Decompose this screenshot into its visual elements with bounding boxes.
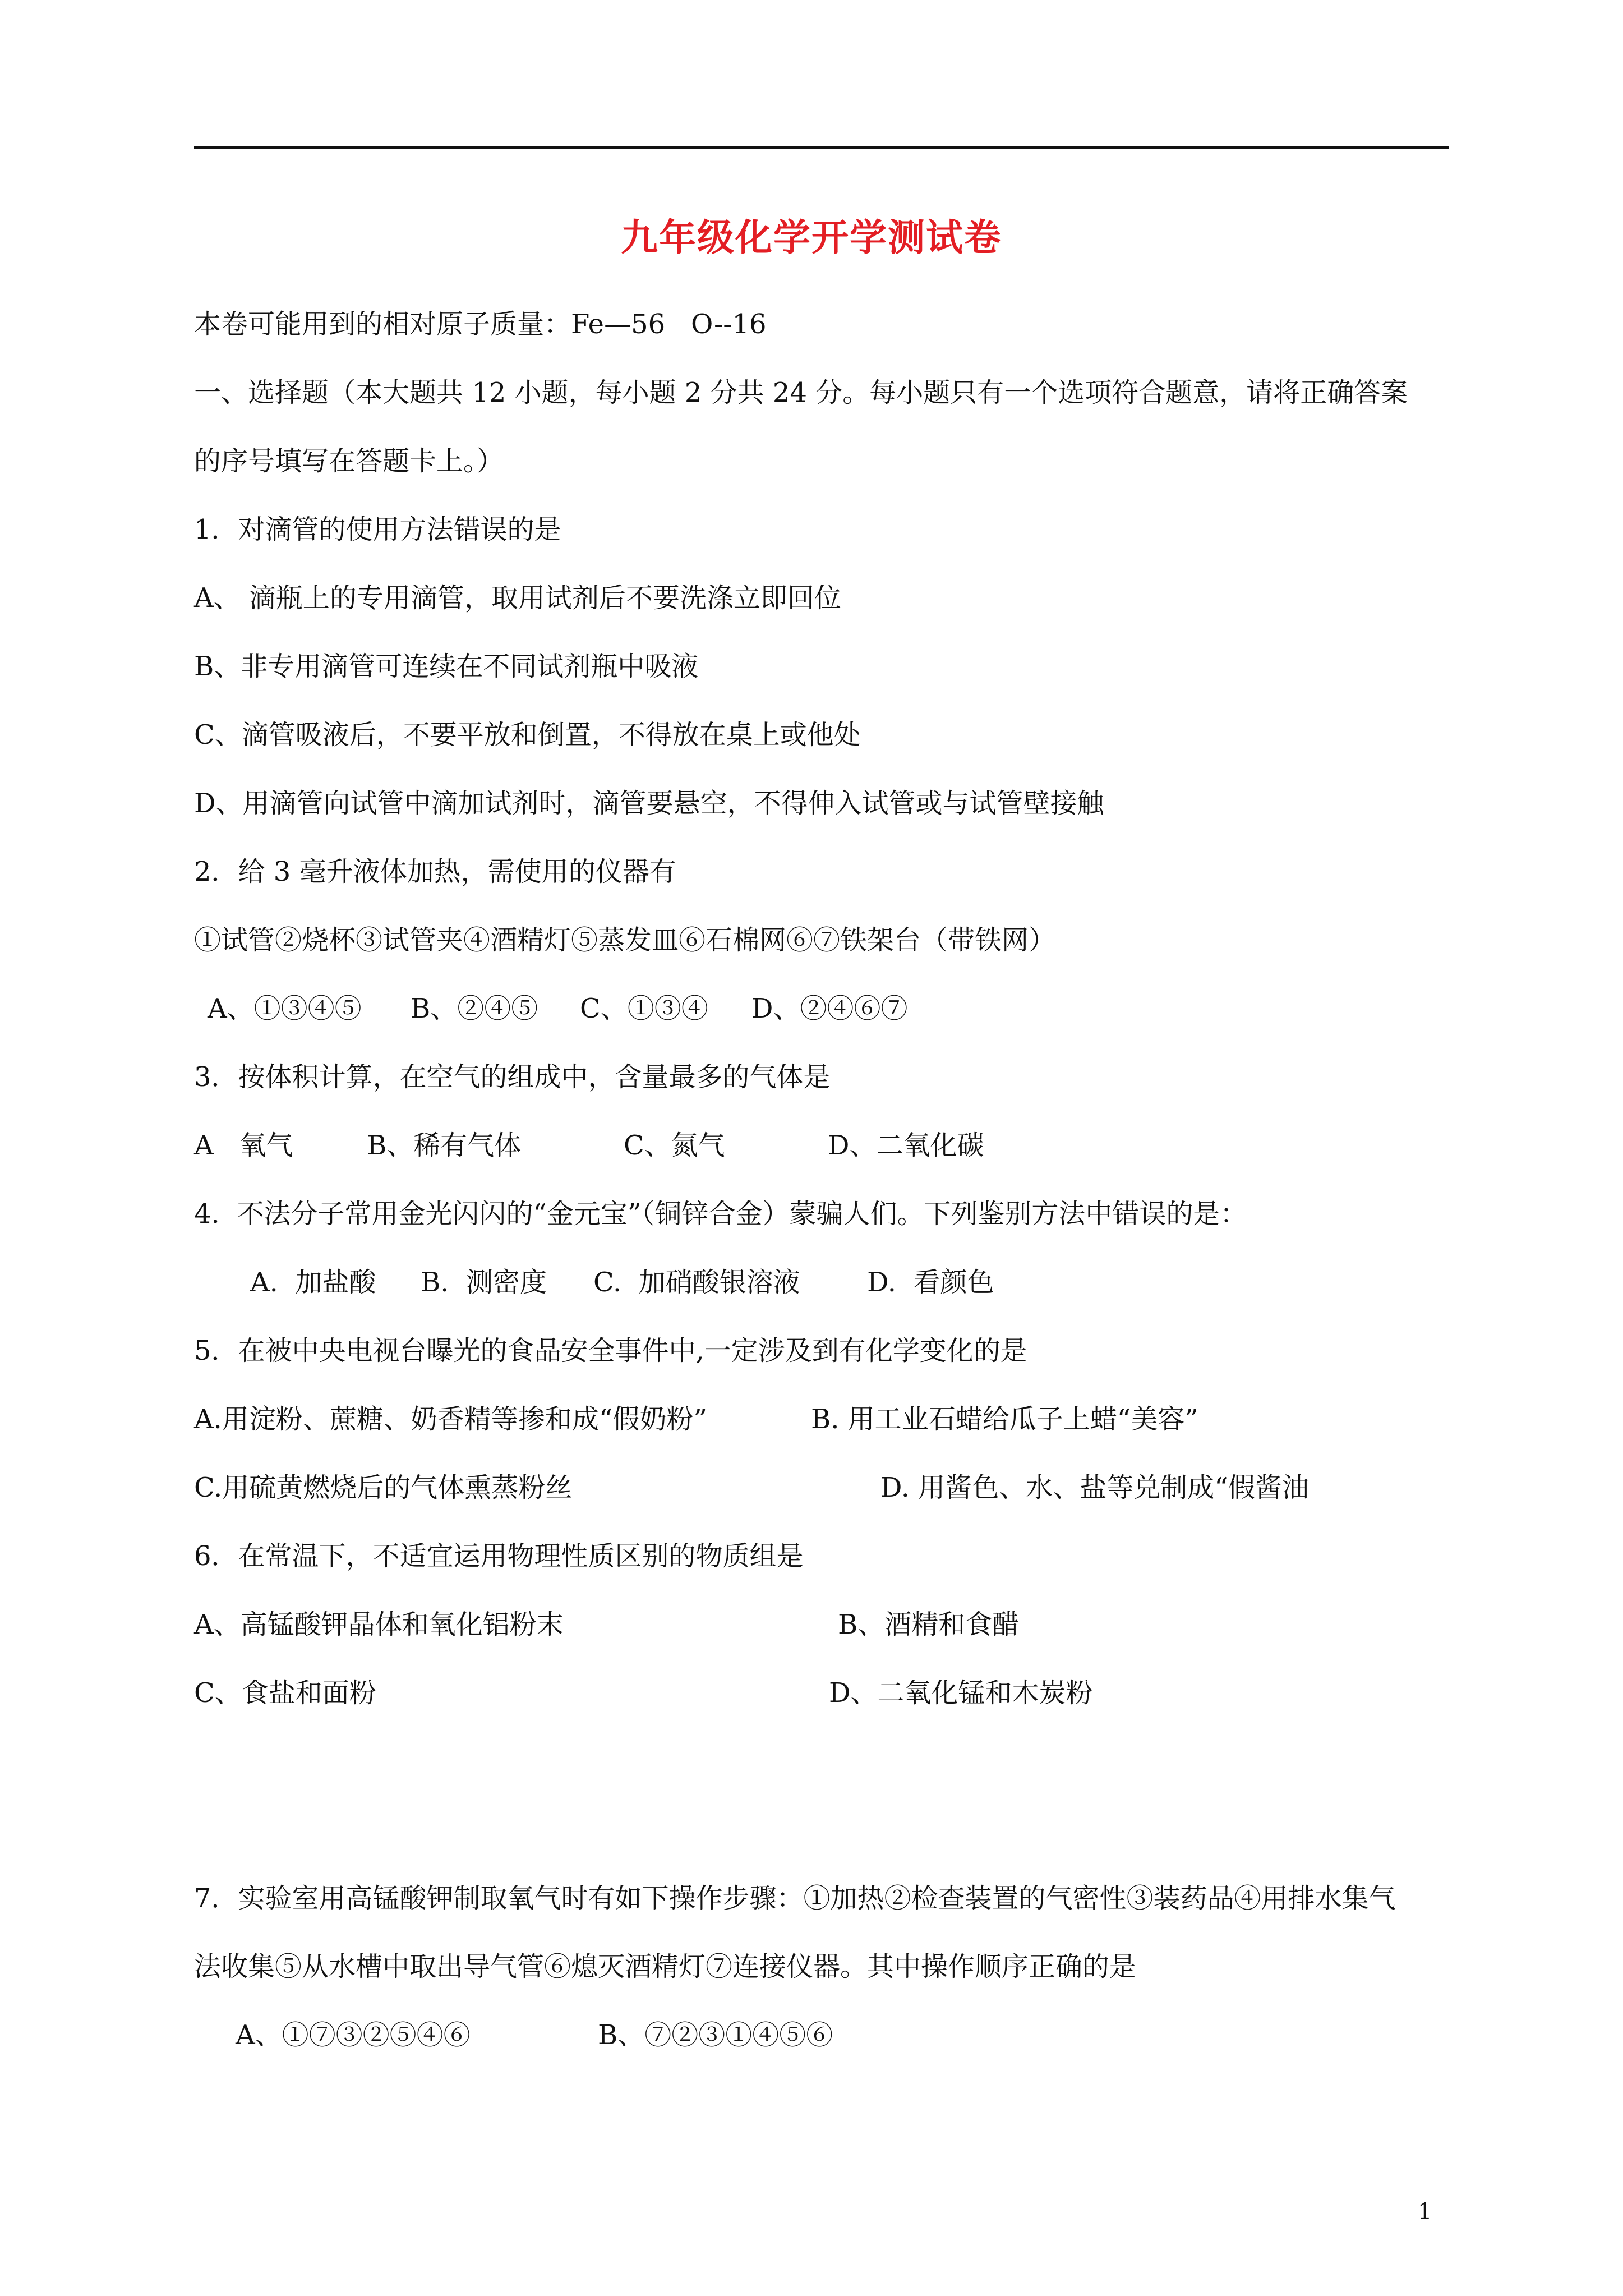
question-6-option-a: A、高锰酸钾晶体和氧化铝粉末 bbox=[194, 1609, 564, 1640]
question-3-option-d: D、二氧化碳 bbox=[828, 1130, 984, 1161]
question-1: 1．对滴管的使用方法错误的是 bbox=[194, 514, 561, 545]
question-2-items: ①试管②烧杯③试管夹④酒精灯⑤蒸发皿⑥石棉网⑥⑦铁架台（带铁网） bbox=[194, 924, 1056, 956]
question-6-option-d: D、二氧化锰和木炭粉 bbox=[829, 1677, 1093, 1709]
question-4: 4. 不法分子常用金光闪闪的“金元宝”（铜锌合金）蒙骗人们。下列鉴别方法中错误的是： bbox=[194, 1198, 1247, 1230]
question-1-option-b: B、非专用滴管可连续在不同试剂瓶中吸液 bbox=[194, 651, 699, 682]
question-7-line-2: 法收集⑤从水槽中取出导气管⑥熄灭酒精灯⑦连接仪器。其中操作顺序正确的是 bbox=[194, 1951, 1137, 1982]
question-1-option-d: D、用滴管向试管中滴加试剂时，滴管要悬空，不得伸入试管或与试管壁接触 bbox=[194, 788, 1104, 819]
question-7-option-a: A、①⑦③②⑤④⑥ bbox=[236, 2019, 471, 2051]
question-6-option-b: B、酒精和食醋 bbox=[838, 1609, 1020, 1640]
question-4-option-b: B. 测密度 bbox=[421, 1267, 547, 1298]
question-5-option-d: D. 用酱色、水、盐等兑制成“假酱油 bbox=[880, 1472, 1309, 1503]
question-2: 2．给 3 毫升液体加热，需使用的仪器有 bbox=[194, 856, 676, 887]
question-4-option-c: C. 加硝酸银溶液 bbox=[593, 1267, 800, 1298]
question-7-line-1: 7．实验室用高锰酸钾制取氧气时有如下操作步骤：①加热②检查装置的气密性③装药品④用排水集气 bbox=[194, 1883, 1396, 1914]
question-7-option-b: B、⑦②③①④⑤⑥ bbox=[598, 2019, 833, 2051]
question-3-option-c: C、氮气 bbox=[624, 1130, 725, 1161]
question-4-option-a: A. 加盐酸 bbox=[250, 1267, 376, 1298]
question-5-option-c: C.用硫黄燃烧后的气体熏蒸粉丝 bbox=[194, 1472, 573, 1503]
question-4-option-d: D. 看颜色 bbox=[867, 1267, 994, 1298]
question-5-option-a: A.用淀粉、蔗糖、奶香精等掺和成“假奶粉” bbox=[194, 1404, 708, 1435]
question-5: 5．在被中央电视台曝光的食品安全事件中,一定涉及到有化学变化的是 bbox=[194, 1335, 1027, 1366]
question-2-option-d: D、②④⑥⑦ bbox=[751, 993, 908, 1024]
question-2-option-a: A、①③④⑤ bbox=[208, 993, 362, 1024]
section-heading-line-2: 的序号填写在答题卡上。） bbox=[194, 445, 504, 477]
question-5-option-b: B. 用工业石蜡给瓜子上蜡“美容” bbox=[811, 1404, 1198, 1435]
atomic-mass-note: 本卷可能用到的相对原子质量：Fe—56 O--16 bbox=[194, 309, 767, 340]
page-title: 九年级化学开学测试卷 bbox=[621, 215, 1002, 259]
question-1-option-c: C、滴管吸液后，不要平放和倒置，不得放在桌上或他处 bbox=[194, 719, 861, 751]
question-6-option-c: C、食盐和面粉 bbox=[194, 1677, 376, 1709]
question-6: 6．在常温下，不适宜运用物理性质区别的物质组是 bbox=[194, 1540, 804, 1572]
section-heading-line-1: 一、选择题（本大题共 12 小题，每小题 2 分共 24 分。每小题只有一个选项符合题意，请将正确答案 bbox=[194, 377, 1408, 408]
question-3: 3．按体积计算，在空气的组成中，含量最多的气体是 bbox=[194, 1061, 831, 1093]
question-2-option-b: B、②④⑤ bbox=[411, 993, 538, 1024]
question-3-option-b: B、稀有气体 bbox=[367, 1130, 522, 1161]
question-2-option-c: C、①③④ bbox=[580, 993, 708, 1024]
page-number: 1 bbox=[1418, 2199, 1432, 2225]
question-3-option-a: A 氧气 bbox=[194, 1130, 293, 1161]
question-1-option-a: A、 滴瓶上的专用滴管，取用试剂后不要洗涤立即回位 bbox=[194, 582, 841, 614]
header-rule bbox=[194, 146, 1449, 149]
